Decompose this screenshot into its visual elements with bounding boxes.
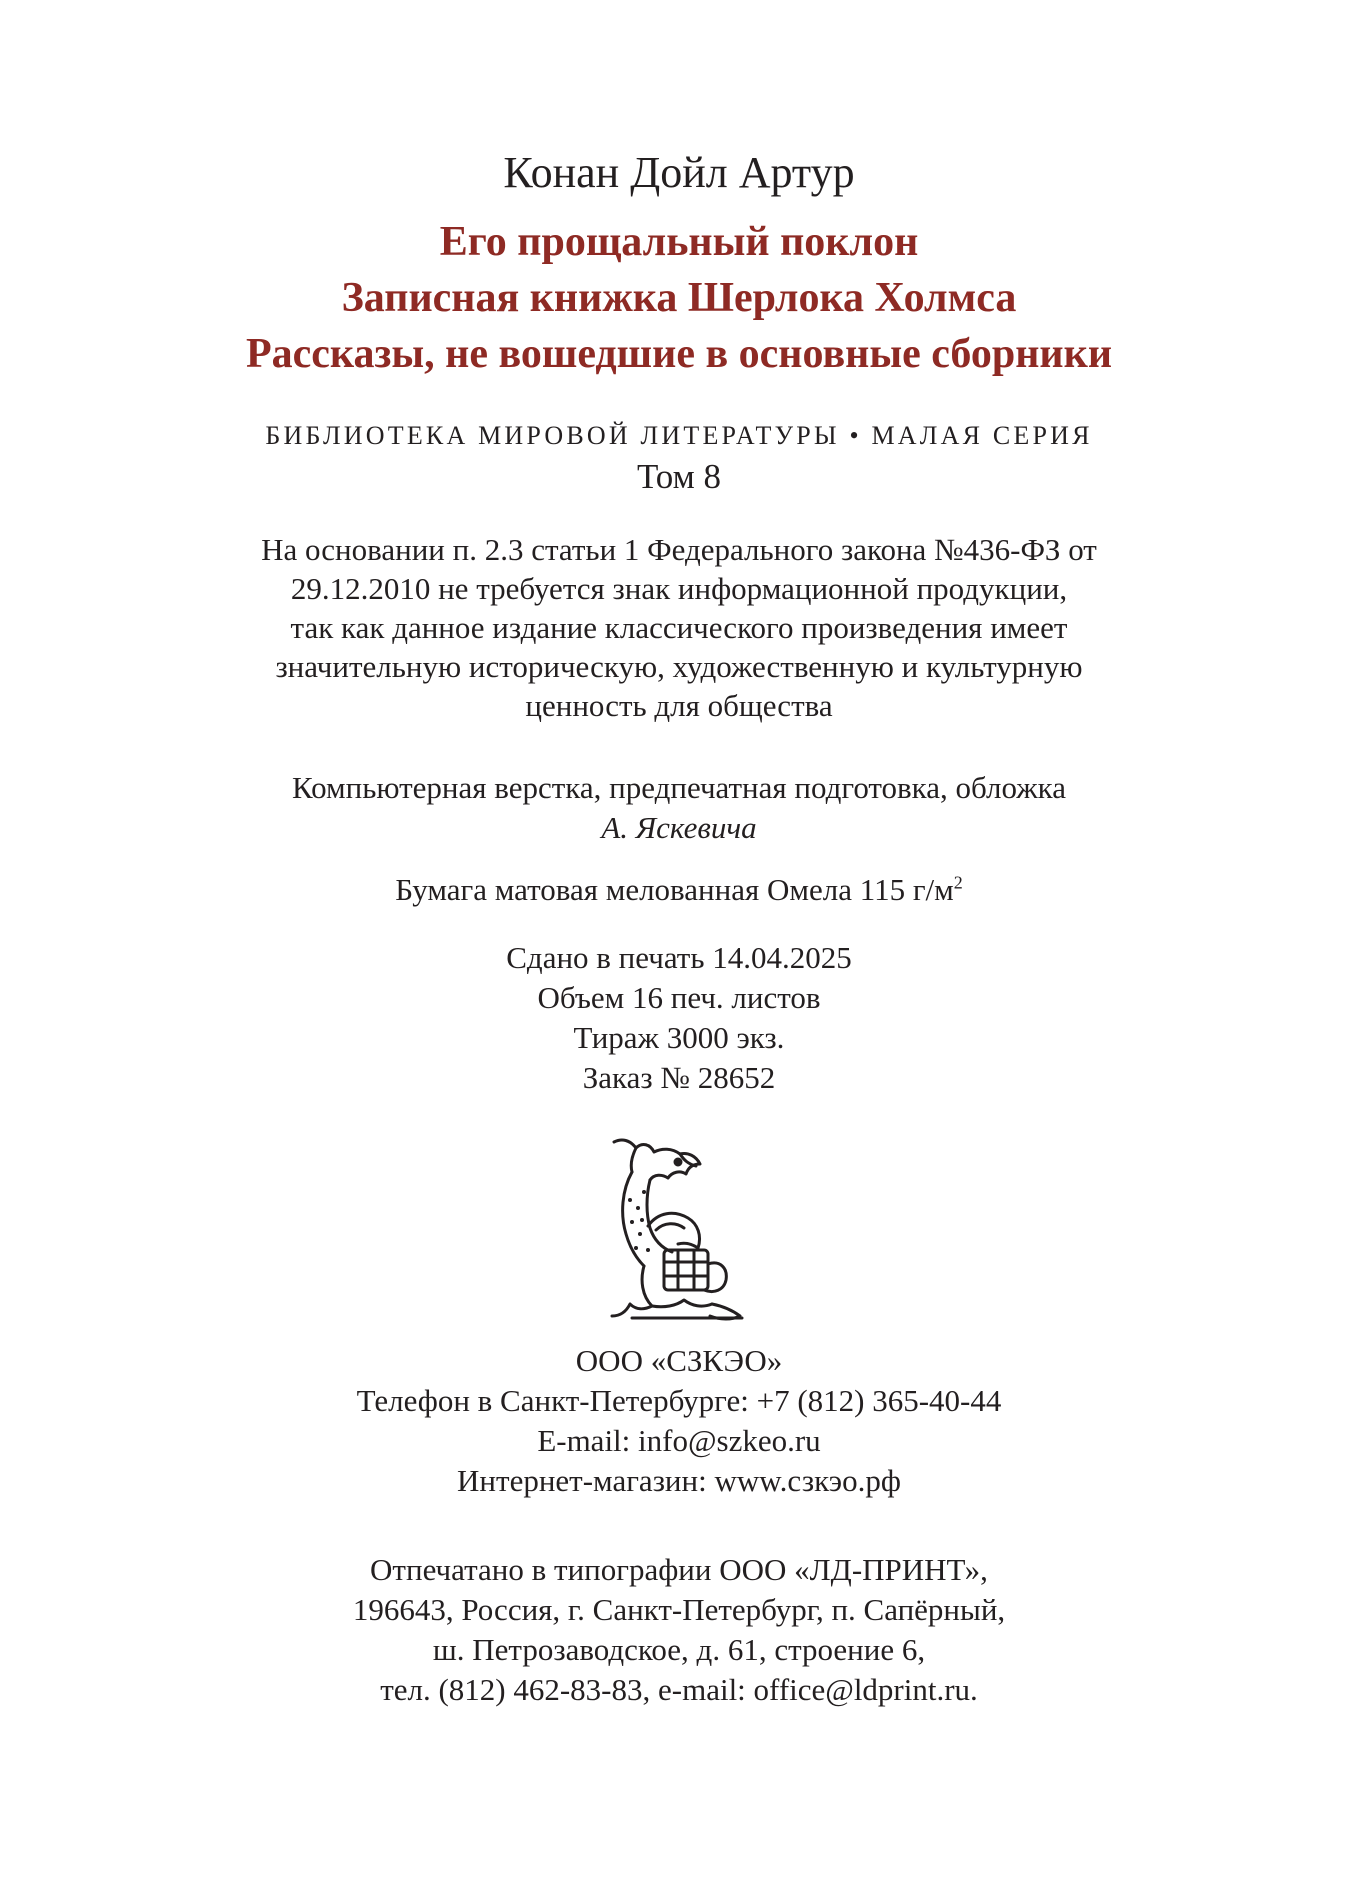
legal-notice-line: так как данное издание классического произведения имеет [290, 610, 1068, 645]
paper-spec-superscript: 2 [953, 872, 963, 893]
legal-notice-line: значительную историческую, художественную и культурную [275, 649, 1083, 684]
printer-info-line: Отпечатано в типографии ООО «ЛД-ПРИНТ», [370, 1552, 988, 1587]
printer-info-line: 196643, Россия, г. Санкт-Петербург, п. Сапёрный, [352, 1592, 1006, 1627]
publisher-phone: Телефон в Санкт-Петербурге: +7 (812) 365-40-44 [356, 1383, 1002, 1418]
publisher-email: E-mail: info@szkeo.ru [537, 1423, 821, 1458]
print-info-line: Тираж 3000 экз. [573, 1020, 785, 1055]
printer-info-line: тел. (812) 462-83-83, e-mail: office@ldprint.ru. [380, 1672, 978, 1707]
printer-info-line: ш. Петрозаводское, д. 61, строение 6, [432, 1632, 926, 1667]
print-info-line: Заказ № 28652 [582, 1060, 776, 1095]
paper-spec-text: Бумага матовая мелованная Омела 115 г/м [395, 872, 954, 907]
publisher-name: ООО «СЗКЭО» [575, 1343, 783, 1378]
series-name: БИБЛИОТЕКА МИРОВОЙ ЛИТЕРАТУРЫ • МАЛАЯ СЕРИЯ [265, 421, 1093, 450]
griffin-emblem-icon [592, 1130, 762, 1330]
book-title-2: Записная книжка Шерлока Холмса [341, 275, 1017, 321]
author-name: Конан Дойл Артур [503, 148, 855, 197]
print-info-line: Сдано в печать 14.04.2025 [506, 940, 852, 975]
book-title-1: Его прощальный поклон [439, 219, 919, 265]
print-info-line: Объем 16 печ. листов [537, 980, 821, 1015]
legal-notice-line: 29.12.2010 не требуется знак информационной продукции, [290, 571, 1068, 606]
publisher-shop: Интернет-магазин: www.сзкэо.рф [457, 1463, 901, 1498]
layout-credit-label: Компьютерная верстка, предпечатная подготовка, обложка [291, 770, 1067, 805]
layout-credit-name: А. Яскевича [601, 810, 757, 845]
book-title-3: Рассказы, не вошедшие в основные сборники [245, 331, 1113, 377]
legal-notice-line: ценность для общества [525, 688, 833, 723]
paper-spec [0, 870, 1358, 909]
volume-number: Том 8 [637, 457, 721, 496]
legal-notice-line: На основании п. 2.3 статьи 1 Федерального закона №436-ФЗ от [261, 532, 1097, 567]
